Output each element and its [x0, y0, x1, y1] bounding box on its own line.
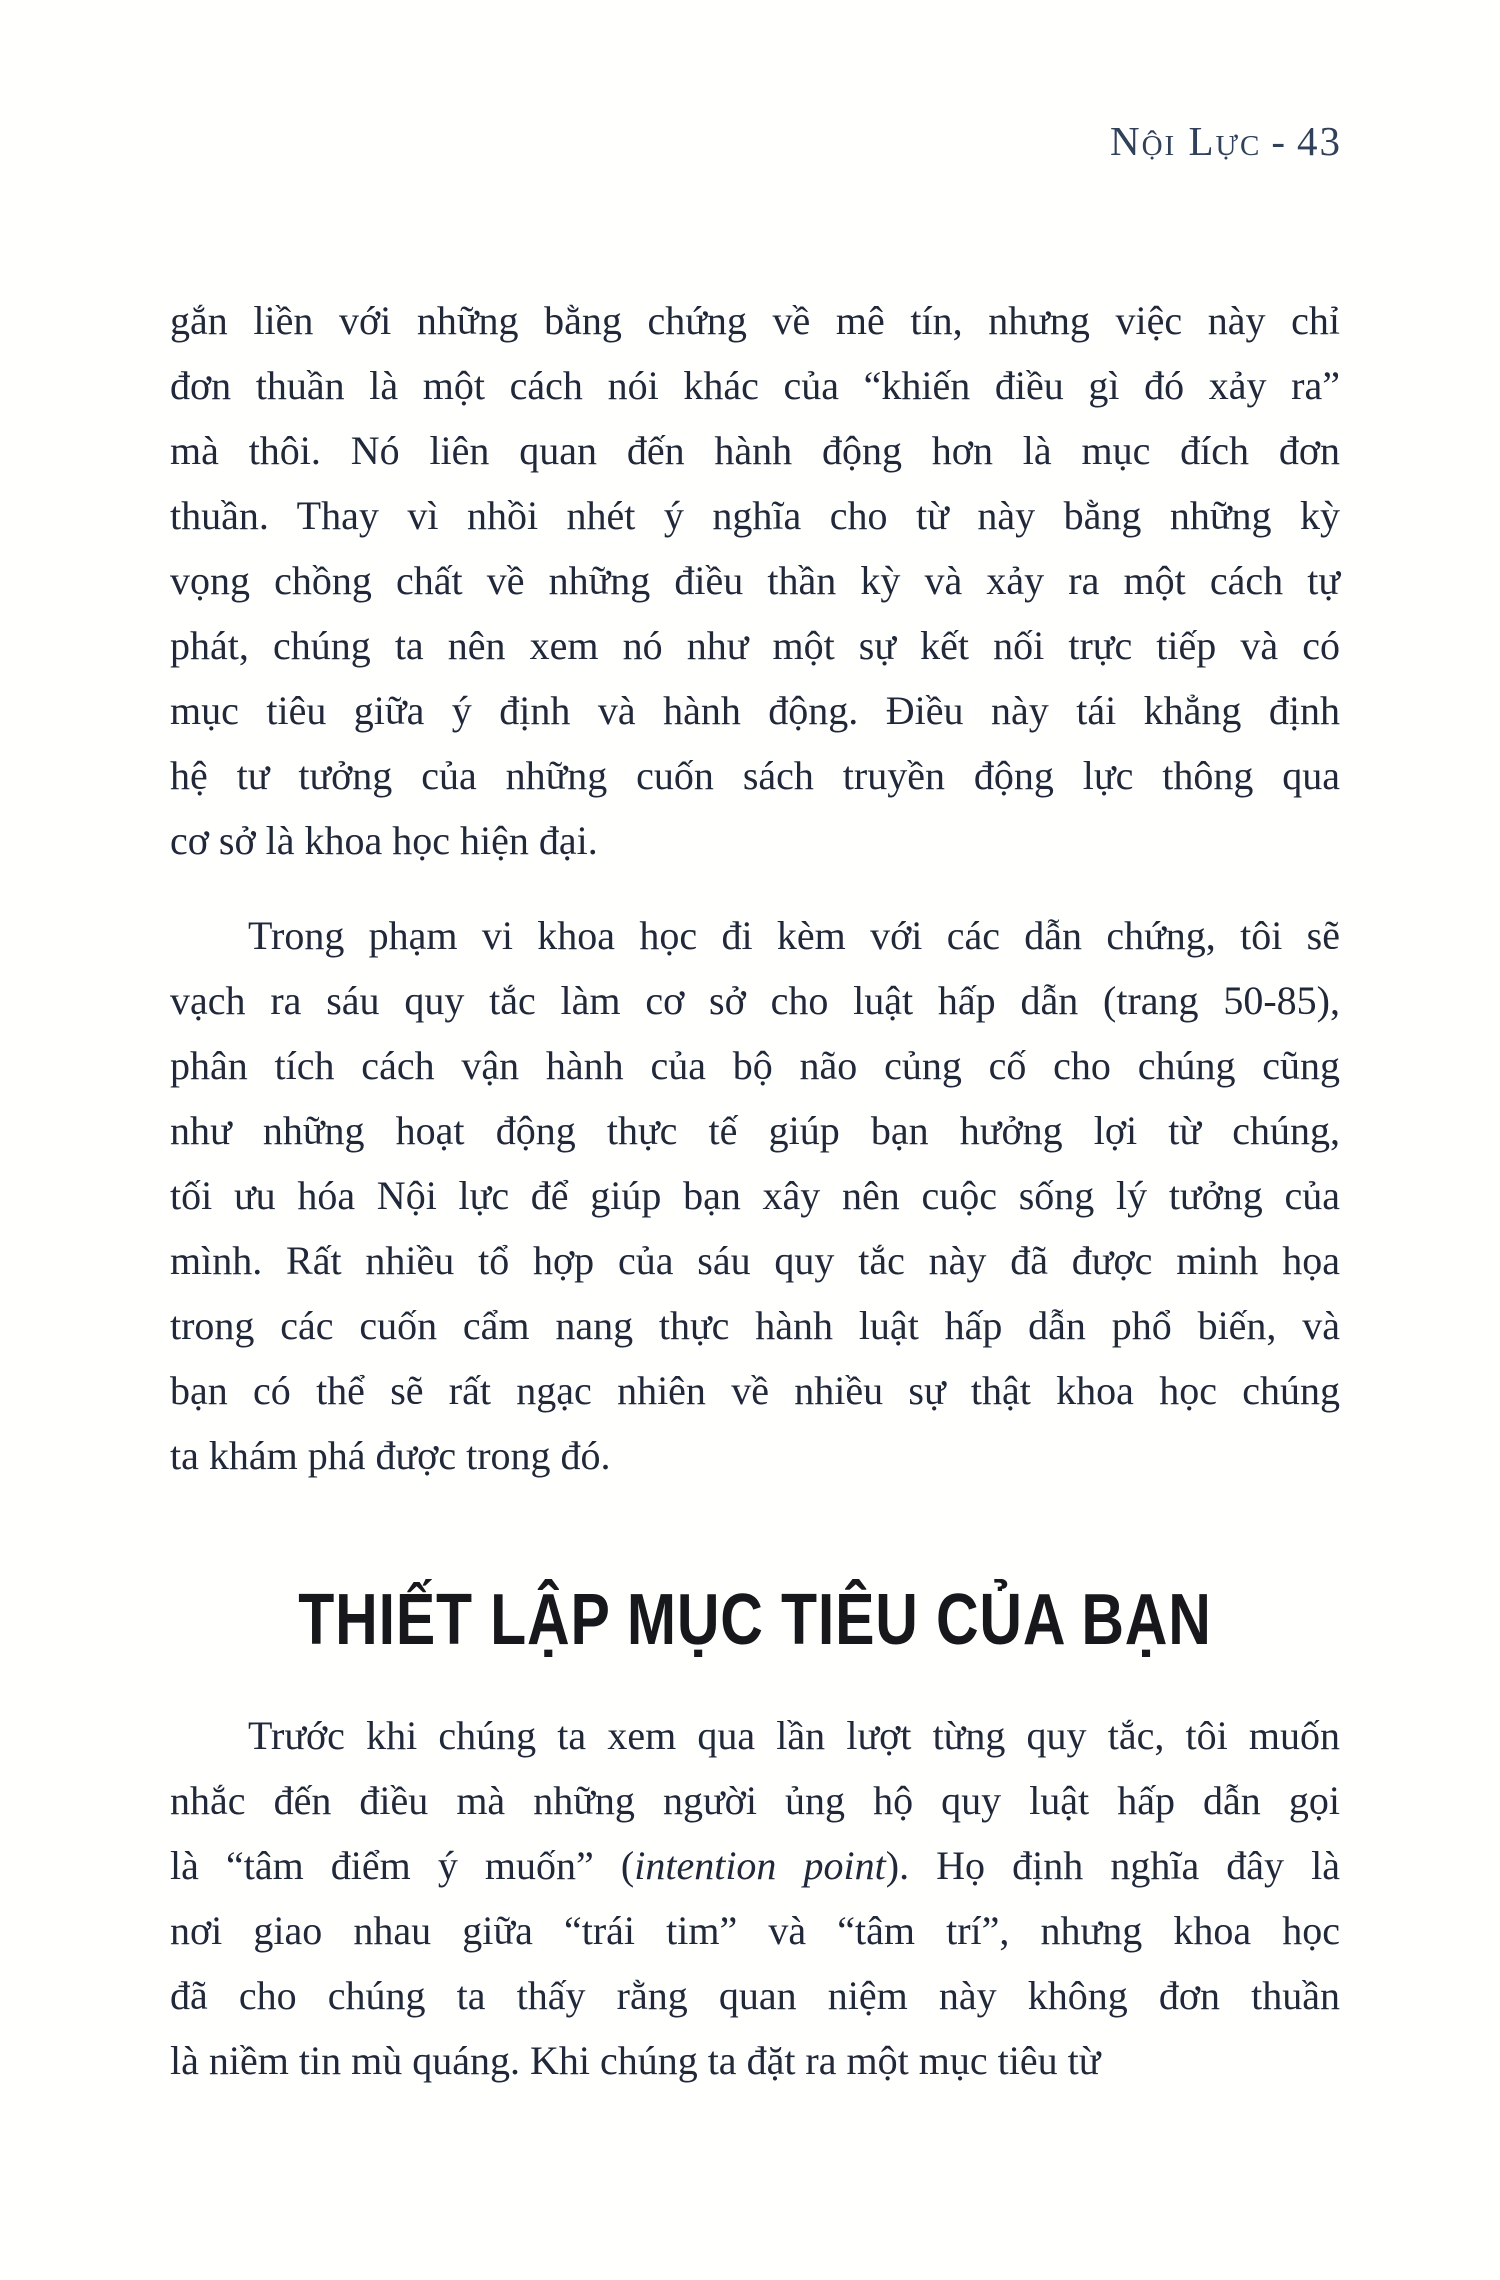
- text-line: là niềm tin mù quáng. Khi chúng ta đặt ra một mục tiêu từ: [170, 2038, 1101, 2083]
- paragraph-2: [170, 903, 1340, 1488]
- text-line: vạch ra sáu quy tắc làm cơ sở cho luật hấp dẫn (trang 50-85),: [170, 978, 1340, 1023]
- text-line: phân tích cách vận hành của bộ não củng cố cho chúng cũng: [170, 1043, 1340, 1088]
- text-line: Trong phạm vi khoa học đi kèm với các dẫn chứng, tôi sẽ: [248, 913, 1340, 958]
- book-title: Nội Lực: [1109, 118, 1262, 164]
- italic-term: intention point: [634, 1843, 886, 1888]
- text-line: ta khám phá được trong đó.: [170, 1433, 611, 1478]
- text-line: đã cho chúng ta thấy rằng quan niệm này không đơn thuần: [170, 1973, 1340, 2018]
- text-line: phát, chúng ta nên xem nó như một sự kết nối trực tiếp và có: [170, 623, 1340, 668]
- text-line: mình. Rất nhiều tổ hợp của sáu quy tắc này đã được minh họa: [170, 1238, 1340, 1283]
- text-line: gắn liền với những bằng chứng về mê tín, nhưng việc này chỉ: [170, 298, 1340, 343]
- text-line: [170, 1833, 1340, 1898]
- text-line: bạn có thể sẽ rất ngạc nhiên về nhiều sự thật khoa học chúng: [170, 1368, 1340, 1413]
- text-line: Trước khi chúng ta xem qua lần lượt từng quy tắc, tôi muốn: [248, 1713, 1340, 1758]
- page-number: 43: [1297, 118, 1342, 164]
- text-line: mục tiêu giữa ý định và hành động. Điều này tái khẳng định: [170, 688, 1340, 733]
- section-heading-text: THIẾT LẬP MỤC TIÊU CỦA BẠN: [298, 1580, 1212, 1660]
- header-separator: -: [1271, 118, 1287, 164]
- text-line: như những hoạt động thực tế giúp bạn hưởng lợi từ chúng,: [170, 1108, 1340, 1153]
- paragraph-1: [170, 288, 1340, 873]
- text-segment: ). Họ định nghĩa đây là: [885, 1843, 1340, 1888]
- text-segment: là “tâm điểm ý muốn” (: [170, 1843, 635, 1888]
- paragraph-3: [170, 1703, 1340, 2093]
- text-line: hệ tư tưởng của những cuốn sách truyền động lực thông qua: [170, 753, 1340, 798]
- text-line: thuần. Thay vì nhồi nhét ý nghĩa cho từ này bằng những kỳ: [170, 493, 1340, 538]
- text-line: đơn thuần là một cách nói khác của “khiến điều gì đó xảy ra”: [170, 363, 1340, 408]
- text-line: tối ưu hóa Nội lực để giúp bạn xây nên cuộc sống lý tưởng của: [170, 1173, 1340, 1218]
- text-line: nơi giao nhau giữa “trái tim” và “tâm trí”, nhưng khoa học: [170, 1908, 1340, 1953]
- text-line: mà thôi. Nó liên quan đến hành động hơn là mục đích đơn: [170, 428, 1340, 473]
- text-line: vọng chồng chất về những điều thần kỳ và xảy ra một cách tự: [170, 558, 1340, 603]
- text-line: trong các cuốn cẩm nang thực hành luật hấp dẫn phổ biến, và: [170, 1303, 1340, 1348]
- running-header: [1110, 116, 1342, 166]
- text-line: cơ sở là khoa học hiện đại.: [170, 818, 598, 863]
- section-heading: [170, 1576, 1340, 1664]
- text-line: nhắc đến điều mà những người ủng hộ quy luật hấp dẫn gọi: [170, 1778, 1340, 1823]
